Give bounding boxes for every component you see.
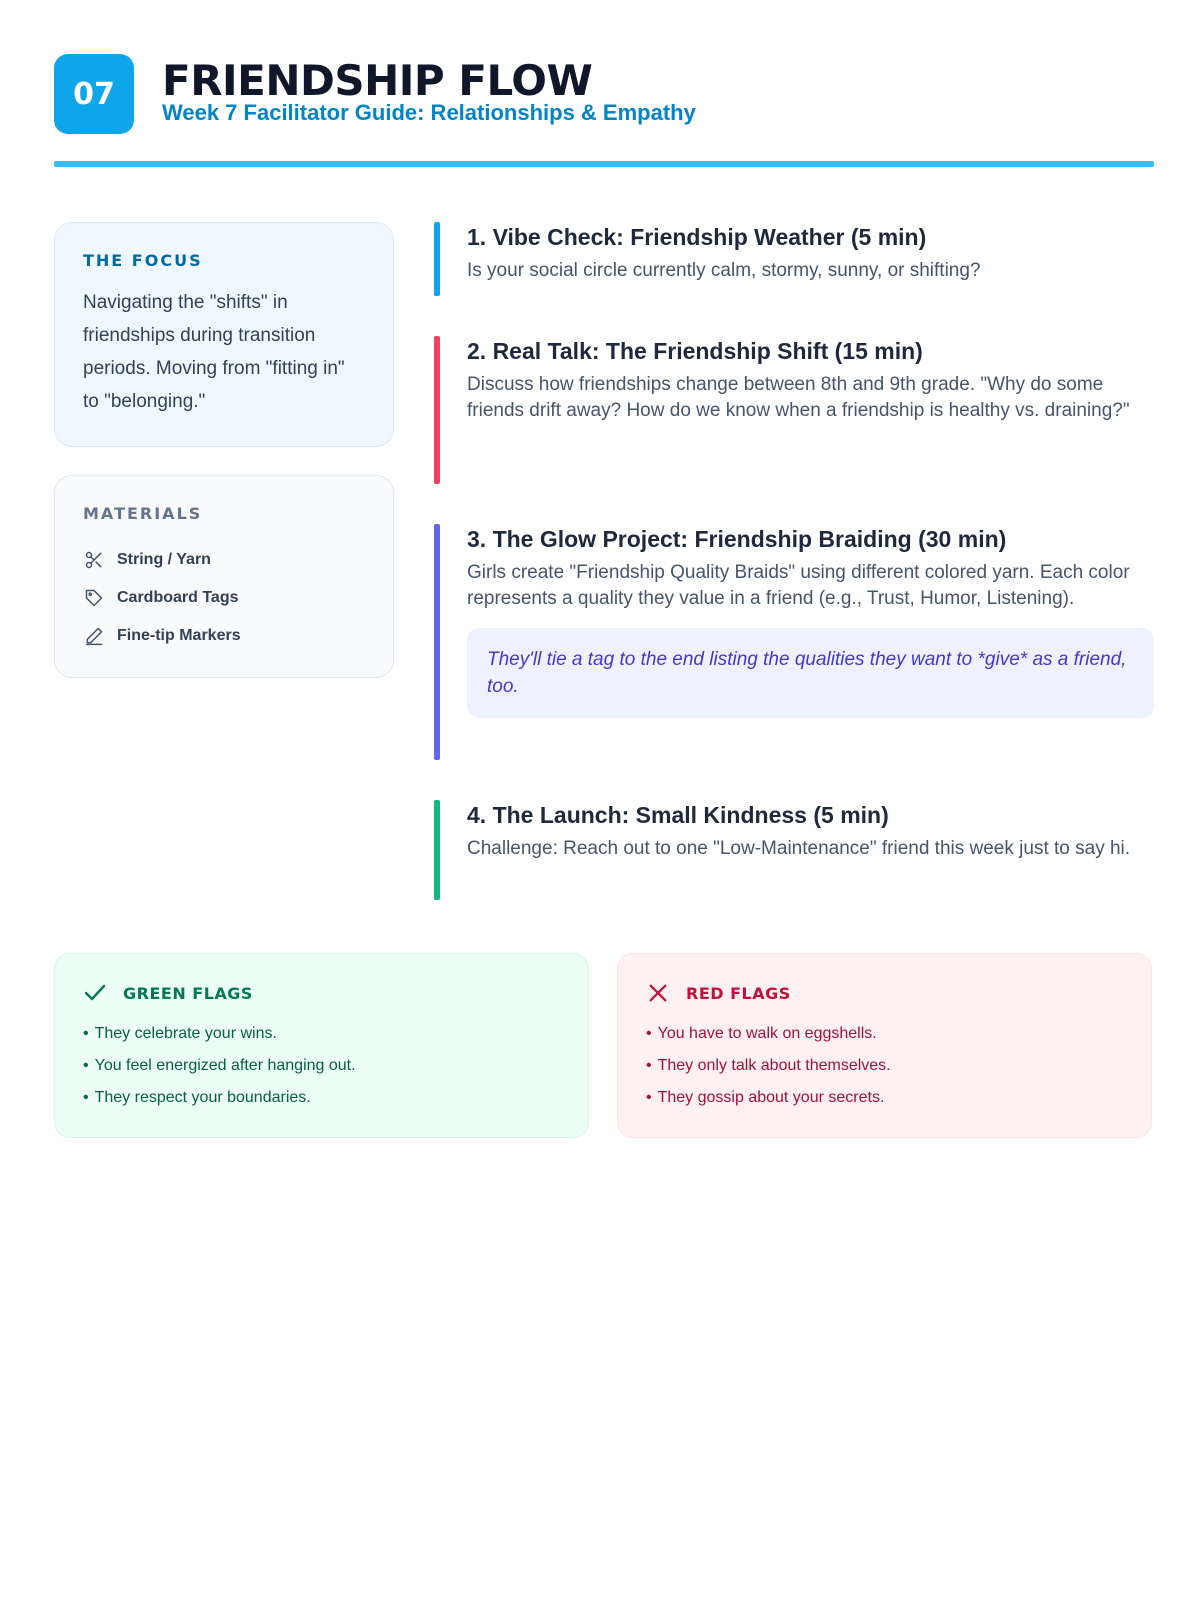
- activity-description: Challenge: Reach out to one "Low-Maintenance" friend this week just to say hi.: [467, 838, 1131, 859]
- activity-2: [434, 336, 1154, 484]
- material-item: [83, 541, 365, 579]
- material-label: String / Yarn: [117, 551, 211, 568]
- activity-description: Discuss how friendships change between 8th and 9th grade. "Why do some friends drift away? How do we know when a friendship is healthy vs. draining?": [467, 374, 1130, 421]
- activity-4: [434, 800, 1154, 900]
- green-flags-list: [83, 1018, 560, 1114]
- material-item: [83, 579, 365, 617]
- focus-heading: THE FOCUS: [83, 251, 203, 270]
- green-flags-header: [83, 980, 560, 1006]
- materials-list: [83, 541, 365, 655]
- list-item: • They only talk about themselves.: [646, 1050, 1123, 1082]
- focus-text: Navigating the "shifts" in friendships during transition periods. Moving from "fitting in" to "belonging.": [83, 292, 345, 412]
- header-divider: [54, 161, 1154, 167]
- list-item: • They celebrate your wins.: [83, 1018, 560, 1050]
- scissors-icon: [83, 549, 105, 571]
- materials-heading: MATERIALS: [83, 504, 203, 523]
- activity-title: 1. Vibe Check: Friendship Weather (5 min): [467, 224, 927, 250]
- activity-1: [434, 222, 1154, 296]
- activity-title: 4. The Launch: Small Kindness (5 min): [467, 802, 889, 828]
- page-subtitle: Week 7 Facilitator Guide: Relationships & Empathy: [162, 100, 696, 125]
- red-flags-title: RED FLAGS: [686, 983, 791, 1003]
- activity-description: Is your social circle currently calm, stormy, sunny, or shifting?: [467, 260, 981, 281]
- pen-icon: [83, 625, 105, 647]
- red-flags-header: [646, 980, 1123, 1006]
- activity-3: [434, 524, 1154, 760]
- activity-description: Girls create "Friendship Quality Braids" using different colored yarn. Each color represents a quality they value in a friend (e.g., Trust, Humor, Listening).: [467, 562, 1130, 609]
- red-flags-list: [646, 1018, 1123, 1114]
- activity-accent-bar: [434, 336, 440, 484]
- list-item: • You have to walk on eggshells.: [646, 1018, 1123, 1050]
- activity-accent-bar: [434, 800, 440, 900]
- activity-note: They'll tie a tag to the end listing the qualities they want to *give* as a friend, too.: [467, 628, 1154, 718]
- activity-accent-bar: [434, 222, 440, 296]
- week-badge: 07: [54, 54, 134, 134]
- page-header: [54, 54, 1154, 134]
- check-icon: [83, 981, 107, 1005]
- activity-accent-bar: [434, 524, 440, 760]
- green-flags-card: [54, 953, 589, 1138]
- activity-title: 3. The Glow Project: Friendship Braiding (30 min): [467, 526, 1007, 552]
- material-item: [83, 617, 365, 655]
- material-label: Cardboard Tags: [117, 589, 239, 606]
- list-item: • They respect your boundaries.: [83, 1082, 560, 1114]
- red-flags-card: [617, 953, 1152, 1138]
- materials-card: [54, 475, 394, 678]
- list-item: • You feel energized after hanging out.: [83, 1050, 560, 1082]
- page-title: FRIENDSHIP FLOW: [162, 56, 593, 105]
- list-item: • They gossip about your secrets.: [646, 1082, 1123, 1114]
- tag-icon: [83, 587, 105, 609]
- x-icon: [646, 981, 670, 1005]
- activity-title: 2. Real Talk: The Friendship Shift (15 min): [467, 338, 923, 364]
- green-flags-title: GREEN FLAGS: [123, 983, 253, 1003]
- material-label: Fine-tip Markers: [117, 627, 241, 644]
- focus-card: [54, 222, 394, 447]
